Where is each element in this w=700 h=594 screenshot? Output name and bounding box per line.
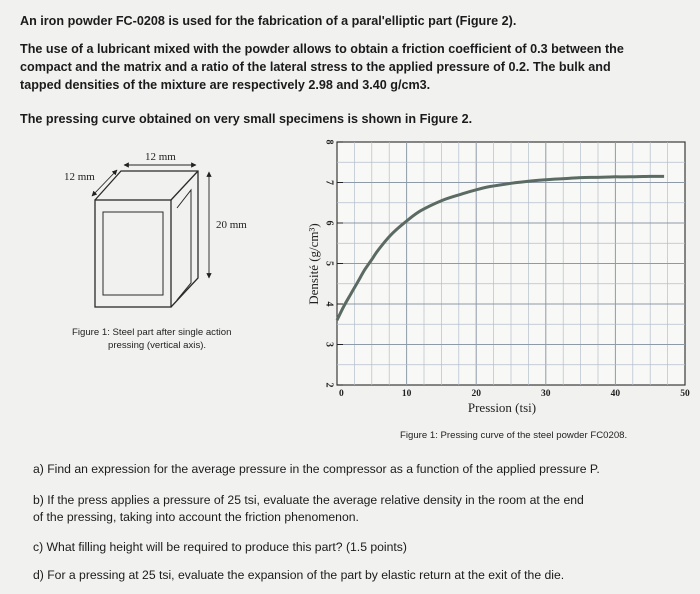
part-caption-l2: pressing (vertical axis). — [108, 340, 207, 351]
question-b-l1: b) If the press applies a pressure of 25 tsi, evaluate the average relative density in the room at the end — [33, 493, 584, 507]
dim-label-left: 12 mm — [64, 171, 95, 183]
y-tick-label: 3 — [323, 342, 335, 347]
question-c: c) What filling height will be required to produce this part? (1.5 points) — [33, 540, 407, 554]
x-tick-label: 20 — [471, 389, 481, 399]
intro-line-4: tapped densities of the mixture are respectively 2.98 and 3.40 g/cm3. — [20, 78, 431, 92]
x-tick-label: 50 — [680, 389, 690, 399]
y-axis-label: Densité (g/cm³) — [306, 223, 321, 305]
x-tick-label: 40 — [610, 389, 621, 399]
part-caption-l1: Figure 1: Steel part after single action — [72, 327, 232, 338]
y-tick-label: 6 — [323, 220, 335, 226]
box-outline — [95, 171, 198, 307]
y-tick-label: 4 — [323, 301, 335, 307]
y-tick-label: 7 — [323, 180, 335, 185]
dim-arrow-left — [92, 170, 117, 196]
x-tick-label: 0 — [339, 389, 344, 399]
x-tick-labels — [339, 389, 690, 399]
y-tick-label: 8 — [323, 139, 335, 145]
question-b-l2: of the pressing, taking into account the friction phenomenon. — [33, 510, 359, 524]
question-a: a) Find an expression for the average pressure in the compressor as a function of the applied pressure P. — [33, 462, 600, 476]
chart-caption: Figure 1: Pressing curve of the steel powder FC0208. — [400, 430, 628, 441]
dim-label-height: 20 mm — [216, 219, 247, 231]
intro-line-1: An iron powder FC-0208 is used for the fabrication of a paral'elliptic part (Figure 2). — [20, 14, 517, 28]
intro-line-3: compact and the matrix and a ratio of the lateral stress to the applied pressure of 0.2. The bulk and — [20, 60, 611, 74]
y-tick-label: 2 — [323, 382, 335, 388]
x-axis-label: Pression (tsi) — [467, 400, 537, 415]
x-tick-label: 10 — [401, 389, 412, 399]
pressing-curve-chart — [290, 130, 700, 450]
dim-label-top: 12 mm — [145, 151, 176, 163]
part-figure — [0, 140, 290, 370]
intro-line-5: The pressing curve obtained on very small specimens is shown in Figure 2. — [20, 112, 473, 126]
question-d: d) For a pressing at 25 tsi, evaluate the expansion of the part by elastic return at the exit of the die. — [33, 568, 565, 582]
intro-line-2: The use of a lubricant mixed with the powder allows to obtain a friction coefficient of 0.3 between the — [20, 42, 624, 56]
x-tick-label: 30 — [541, 389, 551, 399]
y-tick-label: 5 — [323, 261, 335, 266]
